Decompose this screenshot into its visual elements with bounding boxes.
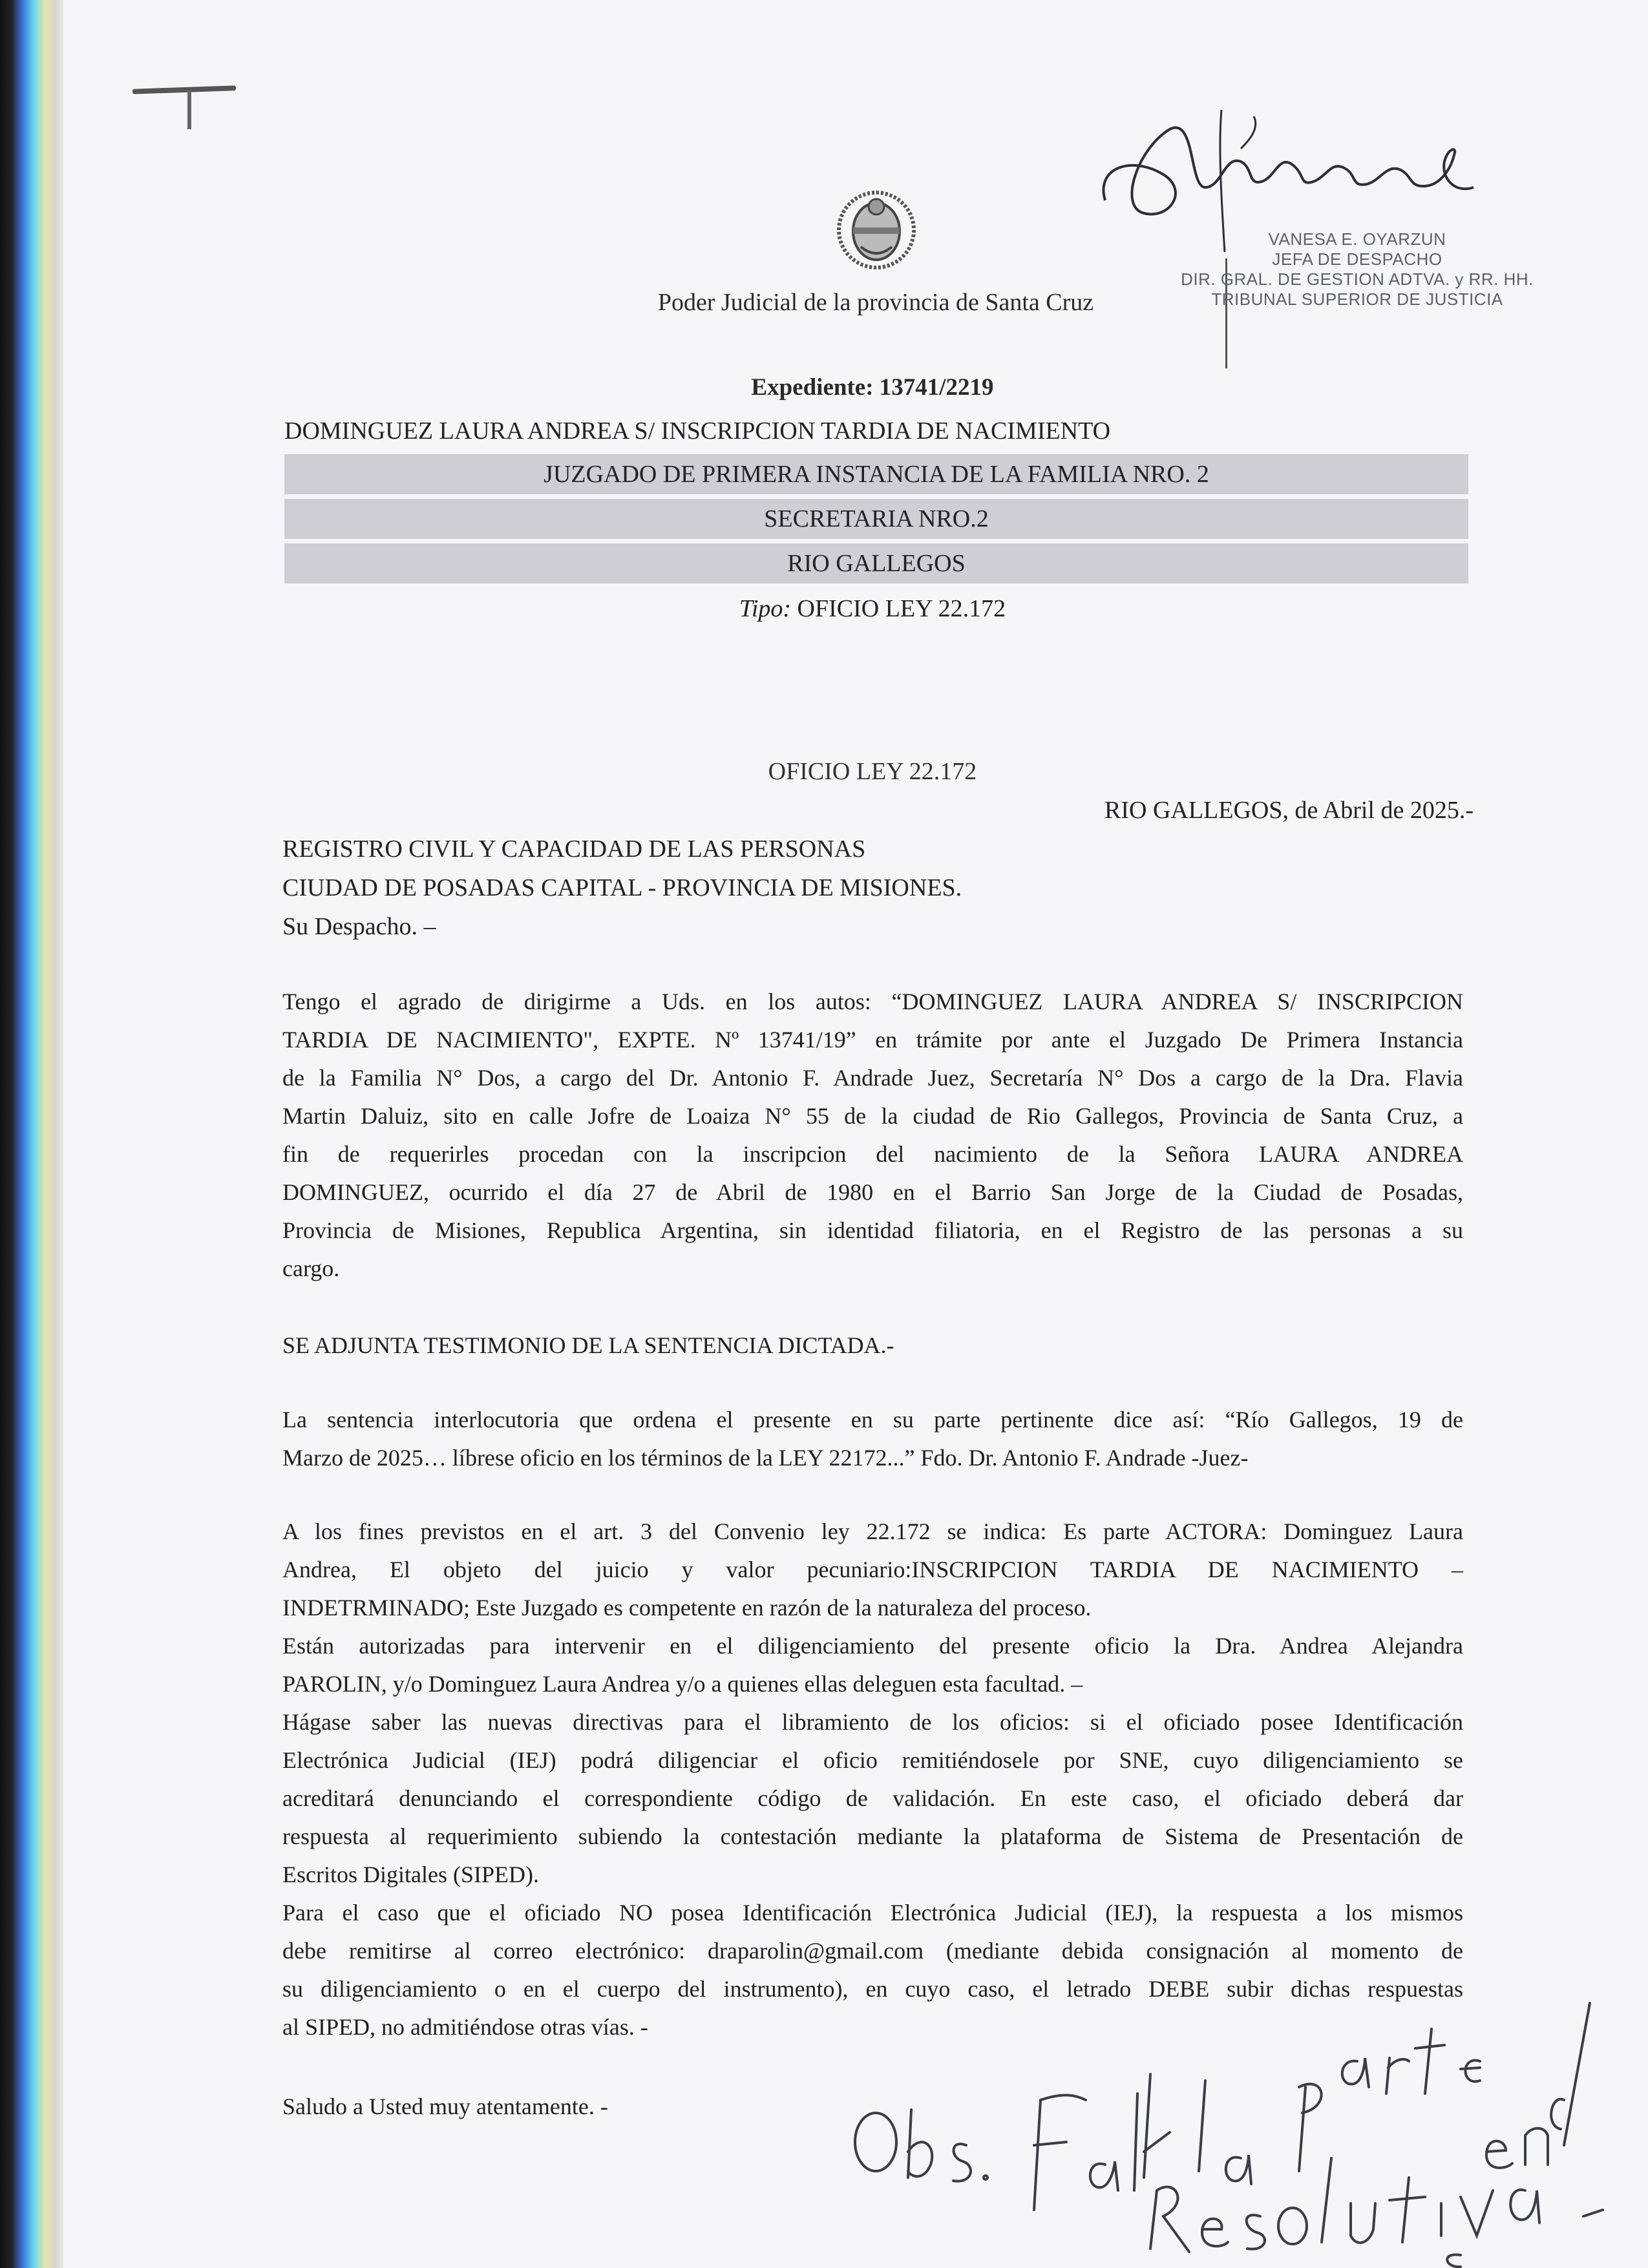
- text-line: Están autorizadas para intervenir en el diligenciamiento del presente oficio la Dra. Andrea Alejandra: [282, 1633, 1463, 1659]
- scanner-edge: [0, 0, 65, 2268]
- text-line: TARDIA DE NACIMIENTO", EXPTE. Nº 13741/19” en trámite por ante el Juzgado De Primera Instancia: [282, 1027, 1463, 1053]
- staple-leg: [187, 90, 191, 129]
- text-line: DOMINGUEZ, ocurrido el día 27 de Abril de 1980 en el Barrio San Jorge de la Ciudad de Posadas,: [282, 1179, 1463, 1205]
- recipient-line: Su Despacho. –: [282, 913, 436, 940]
- recipient-line: CIUDAD DE POSADAS CAPITAL - PROVINCIA DE MISIONES.: [282, 874, 962, 901]
- official-stamp: VANESA E. OYARZUN JEFA DE DESPACHO DIR. GRAL. DE GESTION ADTVA. y RR. HH. TRIBUNAL SUPERIOR DE JUSTICIA: [1181, 229, 1534, 309]
- text-line: Martin Daluiz, sito en calle Jofre de Loaiza N° 55 de la ciudad de Rio Gallegos, Provincia de Santa Cruz, a: [282, 1103, 1463, 1129]
- letter-title: OFICIO LEY 22.172: [768, 758, 977, 785]
- text-line: fin de requerirles procedan con la inscripcion del nacimiento de la Señora LAURA ANDREA: [282, 1141, 1463, 1167]
- text-line: debe remitirse al correo electrónico: draparolin@gmail.com (mediante debida consignación al momento de: [282, 1938, 1463, 1964]
- paragraph-attachment: [282, 1327, 1463, 1365]
- court-band: JUZGADO DE PRIMERA INSTANCIA DE LA FAMILIA NRO. 2: [284, 454, 1468, 494]
- paragraph-request: [282, 983, 1463, 1288]
- handwritten-note: [840, 1997, 1616, 2268]
- text-line: al SIPED, no admitiéndose otras vías. -: [282, 2014, 648, 2040]
- institution-title: Poder Judicial de la provincia de Santa Cruz: [657, 289, 1094, 316]
- recipient-line: REGISTRO CIVIL Y CAPACIDAD DE LAS PERSONAS: [282, 835, 866, 863]
- text-line: Escritos Digitales (SIPED).: [282, 1862, 539, 1887]
- text-line: Provincia de Misiones, Republica Argentina, sin identidad filiatoria, en el Registro de las personas a su: [282, 1217, 1463, 1243]
- text-line: SE ADJUNTA TESTIMONIO DE LA SENTENCIA DICTADA.-: [282, 1332, 894, 1358]
- paragraph-details: [282, 1513, 1463, 2046]
- case-caption: DOMINGUEZ LAURA ANDREA S/ INSCRIPCION TARDIA DE NACIMIENTO: [284, 417, 1111, 445]
- secretaria-band: SECRETARIA NRO.2: [284, 499, 1468, 539]
- coat-of-arms-icon: [835, 189, 918, 271]
- text-line: PAROLIN, y/o Dominguez Laura Andrea y/o a quienes ellas deleguen esta facultad. –: [282, 1671, 1083, 1697]
- city-band: RIO GALLEGOS: [284, 543, 1468, 583]
- text-line: Electrónica Judicial (IEJ) podrá diligenciar el oficio remitiéndosele por SNE, cuyo diligenciamiento se: [282, 1747, 1463, 1773]
- text-line: Tengo el agrado de dirigirme a Uds. en los autos: “DOMINGUEZ LAURA ANDREA S/ INSCRIPCION: [282, 989, 1463, 1014]
- closing-line: Saludo a Usted muy atentamente. -: [282, 2094, 608, 2119]
- text-line: INDETRMINADO; Este Juzgado es competente en razón de la naturaleza del proceso.: [282, 1595, 1092, 1621]
- text-line: Para el caso que el oficiado NO posea Identificación Electrónica Judicial (IEJ), la respuesta a los mismos: [282, 1900, 1463, 1926]
- text-line: de la Familia N° Dos, a cargo del Dr. Antonio F. Andrade Juez, Secretaría N° Dos a cargo de la Dra. Flavia: [282, 1065, 1463, 1091]
- document-type: Tipo: OFICIO LEY 22.172: [739, 595, 1006, 622]
- text-line: acreditará denunciando el correspondiente código de validación. En este caso, el oficiado deberá dar: [282, 1785, 1463, 1811]
- letter-date: RIO GALLEGOS, de Abril de 2025.-: [1104, 797, 1474, 824]
- text-line: Andrea, El objeto del juicio y valor pecuniario:INSCRIPCION TARDIA DE NACIMIENTO –: [282, 1557, 1463, 1582]
- text-line: respuesta al requerimiento subiendo la contestación mediante la plataforma de Sistema de Presentación de: [282, 1823, 1463, 1849]
- text-line: su diligenciamiento o en el cuerpo del instrumento), en cuyo caso, el letrado DEBE subir dichas respuestas: [282, 1976, 1463, 2002]
- text-line: La sentencia interlocutoria que ordena el presente en su parte pertinente dice así: “Río Gallegos, 19 de: [282, 1407, 1463, 1433]
- text-line: A los fines previstos en el art. 3 del Convenio ley 22.172 se indica: Es parte ACTORA: Dominguez Laura: [282, 1518, 1463, 1544]
- paragraph-sentence: [282, 1401, 1463, 1477]
- text-line: cargo.: [282, 1255, 340, 1281]
- text-line: Hágase saber las nuevas directivas para el libramiento de los oficios: si el oficiado posee Identificación: [282, 1709, 1463, 1735]
- text-line: Marzo de 2025… líbrese oficio en los términos de la LEY 22172...” Fdo. Dr. Antonio F. Andrade -Juez-: [282, 1445, 1249, 1471]
- expediente-number: Expediente: 13741/2219: [751, 374, 994, 401]
